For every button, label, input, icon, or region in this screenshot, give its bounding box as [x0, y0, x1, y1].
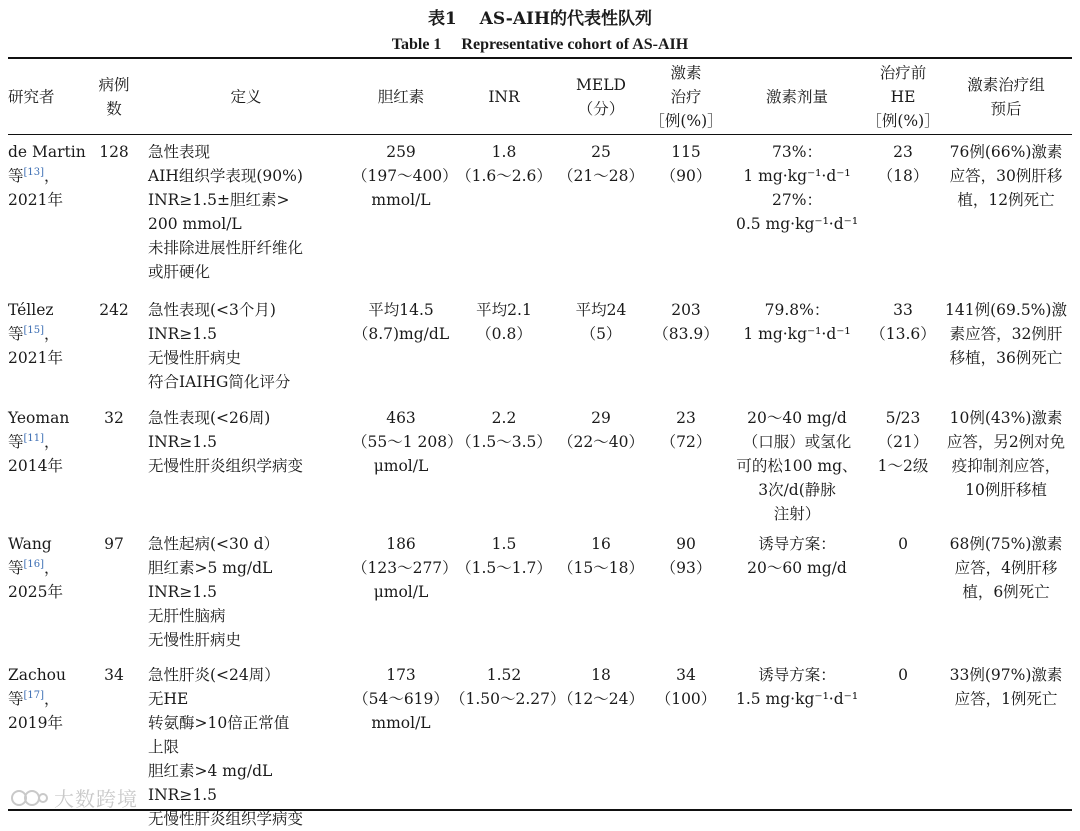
header-steroid-treatment: 激素 治疗 ［例(%)］ [649, 64, 723, 130]
definition-cell: 急性表现(<26周) INR≥1.5 无慢性肝炎组织学病变 [148, 409, 304, 475]
cases-cell: 32 [104, 409, 124, 427]
dose-cell: 诱导方案： 20～60 mg/d [747, 535, 847, 577]
header-prognosis: 激素治疗组 预后 [967, 76, 1045, 118]
author-cell: Zachou 等[17]， 2019年 [8, 666, 66, 732]
header-meld: MELD （分） [576, 76, 626, 118]
bilirubin-cell: 259 （197～400） mmol/L [352, 143, 458, 209]
author-cell: de Martin 等[13]， 2021年 [8, 143, 86, 209]
watermark-logo-icon [10, 787, 50, 814]
steroid-cell: 34 （100） [655, 666, 717, 708]
definition-cell: 急性起病(<30 d） 胆红素>5 mg/dL INR≥1.5 无肝性脑病 无慢性肝病史 [148, 535, 280, 649]
he-cell: 0 [898, 535, 908, 553]
table-row [8, 134, 1072, 292]
he-cell: 0 [898, 666, 908, 684]
definition-cell: 急性表现(<3个月) INR≥1.5 无慢性肝病史 符合IAIHG简化评分 [148, 301, 291, 391]
cases-cell: 128 [99, 143, 129, 161]
header-steroid-dose: 激素剂量 [765, 88, 828, 106]
citation-link[interactable]: [16] [23, 558, 45, 570]
cohort-table [8, 60, 1072, 831]
watermark-text: 大数跨境 [54, 787, 138, 811]
prognosis-cell: 141例(69.5%)激 素应答，32例肝 移植，36例死亡 [945, 301, 1067, 367]
cases-cell: 34 [104, 666, 124, 684]
table-row [8, 657, 1072, 831]
header-pre-he: 治疗前 HE ［例(%)］ [866, 64, 940, 130]
inr-cell: 1.8 （1.6～2.6） [456, 143, 552, 185]
steroid-cell: 90 （93） [660, 535, 712, 577]
author-cell: Yeoman 等[11]， 2014年 [8, 409, 70, 475]
table-row [8, 526, 1072, 657]
table-caption-cn: 表1 AS-AIH的代表性队列 [427, 9, 653, 29]
top-rule [8, 57, 1072, 59]
meld-cell: 平均24 （5） [575, 301, 627, 343]
header-researcher: 研究者 [8, 88, 55, 106]
header-bilirubin: 胆红素 [377, 88, 425, 106]
header-row [8, 60, 1072, 134]
bilirubin-cell: 平均14.5 （8.7)mg/dL [352, 301, 450, 343]
cases-cell: 97 [104, 535, 124, 553]
dose-cell: 诱导方案： 1.5 mg·kg⁻¹·d⁻¹ [735, 666, 859, 708]
inr-cell: 2.2 （1.5～3.5） [456, 409, 552, 451]
citation-link[interactable]: [15] [23, 324, 45, 336]
meld-cell: 29 （22～40） [558, 409, 644, 451]
inr-cell: 1.52 （1.50～2.27） [450, 666, 566, 708]
citation-link[interactable]: [17] [23, 689, 45, 701]
definition-cell: 急性肝炎(<24周） 无HE 转氨酶>10倍正常值 上限 胆红素>4 mg/dL INR≥1.5 无慢性肝炎组织学病变 [148, 666, 304, 828]
citation-link[interactable]: [11] [23, 432, 45, 444]
watermark [10, 783, 138, 814]
prognosis-cell: 68例(75%)激素 应答，4例肝移 植，6例死亡 [949, 535, 1063, 601]
author-cell: Téllez 等[15]， 2021年 [8, 301, 63, 367]
bilirubin-cell: 173 （54～619） mmol/L [353, 666, 449, 732]
header-definition: 定义 [230, 88, 262, 106]
bilirubin-cell: 463 （55～1 208） μmol/L [352, 409, 463, 475]
he-cell: 5/23 （21） 1～2级 [877, 409, 929, 475]
he-cell: 33 （13.6） [870, 301, 936, 343]
dose-cell: 20～40 mg/d （口服）或氢化 可的松100 mg、 3次/d(静脉 注射） [736, 409, 858, 523]
table-row [8, 400, 1072, 526]
header-cases: 病例 数 [98, 76, 130, 118]
meld-cell: 25 （21～28） [558, 143, 644, 185]
header-inr: INR [488, 88, 520, 106]
prognosis-cell: 76例(66%)激素 应答，30例肝移 植，12例死亡 [949, 143, 1063, 209]
table-row [8, 292, 1072, 400]
definition-cell: 急性表现 AIH组织学表现(90%) INR≥1.5±胆红素> 200 mmol/L 未排除进展性肝纤维化 或肝硬化 [148, 143, 304, 281]
steroid-cell: 23 （72） [660, 409, 712, 451]
cases-cell: 242 [99, 301, 129, 319]
prognosis-cell: 33例(97%)激素 应答，1例死亡 [949, 666, 1063, 708]
steroid-cell: 115 （90） [660, 143, 712, 185]
inr-cell: 1.5 （1.5～1.7） [456, 535, 552, 577]
prognosis-cell: 10例(43%)激素 应答，另2例对免 疫抑制剂应答， 10例肝移植 [946, 409, 1066, 499]
inr-cell: 平均2.1 （0.8） [476, 301, 532, 343]
dose-cell: 73%： 1 mg·kg⁻¹·d⁻¹ 27%： 0.5 mg·kg⁻¹·d⁻¹ [735, 143, 859, 233]
meld-cell: 18 （12～24） [558, 666, 644, 708]
steroid-cell: 203 （83.9） [653, 301, 719, 343]
author-cell: Wang 等[16]， 2025年 [8, 535, 63, 601]
he-cell: 23 （18） [877, 143, 929, 185]
table-caption-en: Table 1 Representative cohort of AS-AIH [391, 36, 689, 53]
dose-cell: 79.8%： 1 mg·kg⁻¹·d⁻¹ [743, 301, 851, 343]
bilirubin-cell: 186 （123～277） μmol/L [352, 535, 458, 601]
meld-cell: 16 （15～18） [558, 535, 644, 577]
citation-link[interactable]: [13] [23, 166, 45, 178]
